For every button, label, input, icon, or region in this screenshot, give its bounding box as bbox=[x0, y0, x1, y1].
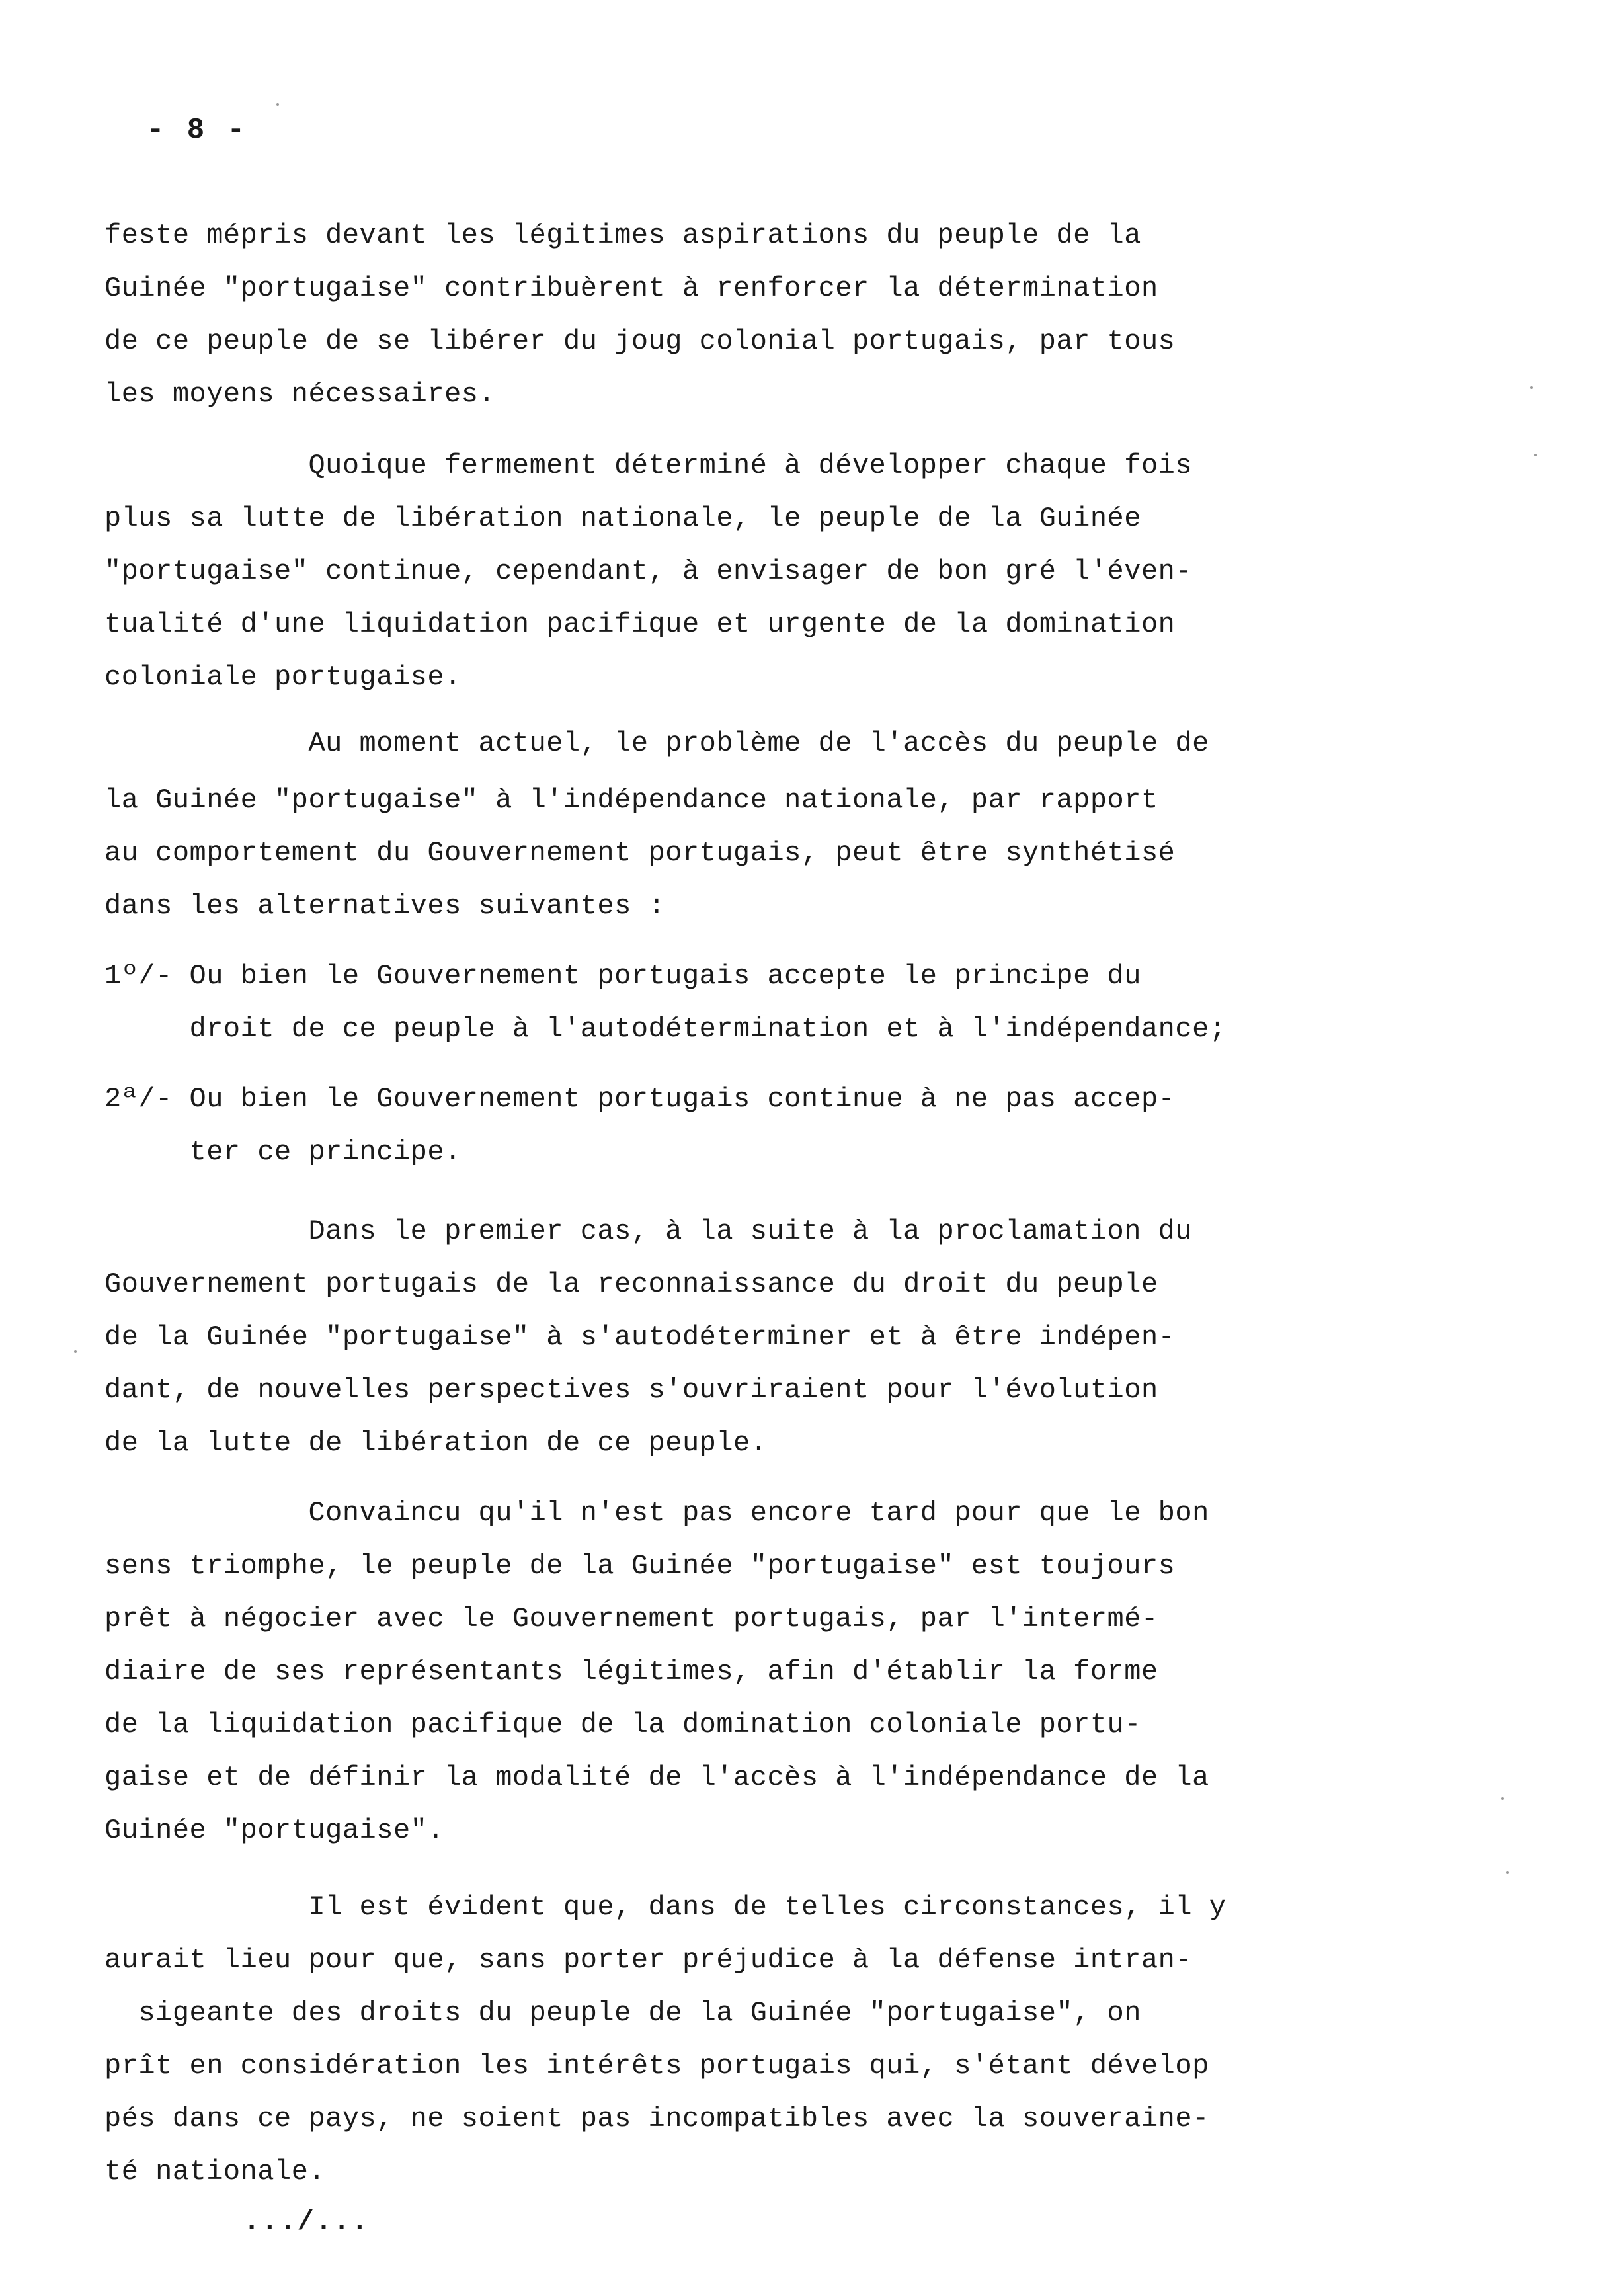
text-line: diaire de ses représentants légitimes, afin d'établir la forme bbox=[104, 1656, 1158, 1688]
text-line: coloniale portugaise. bbox=[104, 661, 462, 693]
text-line: de la Guinée "portugaise" à s'autodéterminer et à être indépen- bbox=[104, 1321, 1176, 1353]
text-line: Quoique fermement déterminé à développer chaque fois bbox=[104, 450, 1193, 481]
text-line: dant, de nouvelles perspectives s'ouvriraient pour l'évolution bbox=[104, 1374, 1158, 1406]
text-line: Guinée "portugaise" contribuèrent à renforcer la détermination bbox=[104, 272, 1158, 304]
text-line: sens triomphe, le peuple de la Guinée "portugaise" est toujours bbox=[104, 1550, 1176, 1582]
text-line: té nationale. bbox=[104, 2156, 326, 2188]
text-line: de la lutte de libération de ce peuple. bbox=[104, 1427, 768, 1459]
text-line: Dans le premier cas, à la suite à la proclamation du bbox=[104, 1215, 1193, 1247]
text-line: la Guinée "portugaise" à l'indépendance nationale, par rapport bbox=[104, 784, 1158, 816]
text-line: aurait lieu pour que, sans porter préjudice à la défense intran- bbox=[104, 1944, 1193, 1976]
text-line: gaise et de définir la modalité de l'accès à l'indépendance de la bbox=[104, 1762, 1209, 1793]
text-line: prît en considération les intérêts portugais qui, s'étant dévelop bbox=[104, 2050, 1209, 2082]
text-line: de la liquidation pacifique de la domination coloniale portu- bbox=[104, 1709, 1141, 1741]
text-line: tualité d'une liquidation pacifique et urgente de la domination bbox=[104, 608, 1176, 640]
page-number: - 8 - bbox=[147, 114, 248, 147]
text-line: 1º/- Ou bien le Gouvernement portugais accepte le principe du bbox=[104, 960, 1141, 992]
text-line: plus sa lutte de libération nationale, le peuple de la Guinée bbox=[104, 503, 1141, 534]
scan-speck bbox=[1501, 1797, 1504, 1800]
text-line: sigeante des droits du peuple de la Guinée "portugaise", on bbox=[104, 1997, 1141, 2029]
text-line: Gouvernement portugais de la reconnaissance du droit du peuple bbox=[104, 1268, 1158, 1300]
text-line: "portugaise" continue, cependant, à envisager de bon gré l'éven- bbox=[104, 555, 1193, 587]
text-line: feste mépris devant les légitimes aspirations du peuple de la bbox=[104, 220, 1141, 251]
scan-speck bbox=[1506, 1871, 1509, 1874]
text-line: prêt à négocier avec le Gouvernement portugais, par l'intermé- bbox=[104, 1603, 1158, 1635]
text-line: Au moment actuel, le problème de l'accès du peuple de bbox=[104, 727, 1209, 759]
continuation-marker: .../... bbox=[243, 2206, 370, 2238]
text-line: 2ª/- Ou bien le Gouvernement portugais continue à ne pas accep- bbox=[104, 1083, 1176, 1115]
text-line: de ce peuple de se libérer du joug colonial portugais, par tous bbox=[104, 325, 1176, 357]
text-line: pés dans ce pays, ne soient pas incompatibles avec la souveraine- bbox=[104, 2103, 1209, 2135]
text-line: au comportement du Gouvernement portugais, peut être synthétisé bbox=[104, 837, 1176, 869]
scan-speck bbox=[276, 103, 279, 106]
text-line: droit de ce peuple à l'autodétermination et à l'indépendance; bbox=[104, 1013, 1226, 1045]
text-line: Convaincu qu'il n'est pas encore tard pour que le bon bbox=[104, 1497, 1209, 1529]
scan-speck bbox=[1530, 386, 1533, 389]
text-line: Il est évident que, dans de telles circonstances, il y bbox=[104, 1891, 1226, 1923]
scan-speck bbox=[1534, 454, 1537, 456]
text-line: Guinée "portugaise". bbox=[104, 1815, 445, 1846]
text-line: ter ce principe. bbox=[104, 1136, 462, 1168]
text-line: dans les alternatives suivantes : bbox=[104, 890, 666, 922]
scan-speck bbox=[74, 1350, 77, 1353]
text-line: les moyens nécessaires. bbox=[104, 378, 496, 410]
